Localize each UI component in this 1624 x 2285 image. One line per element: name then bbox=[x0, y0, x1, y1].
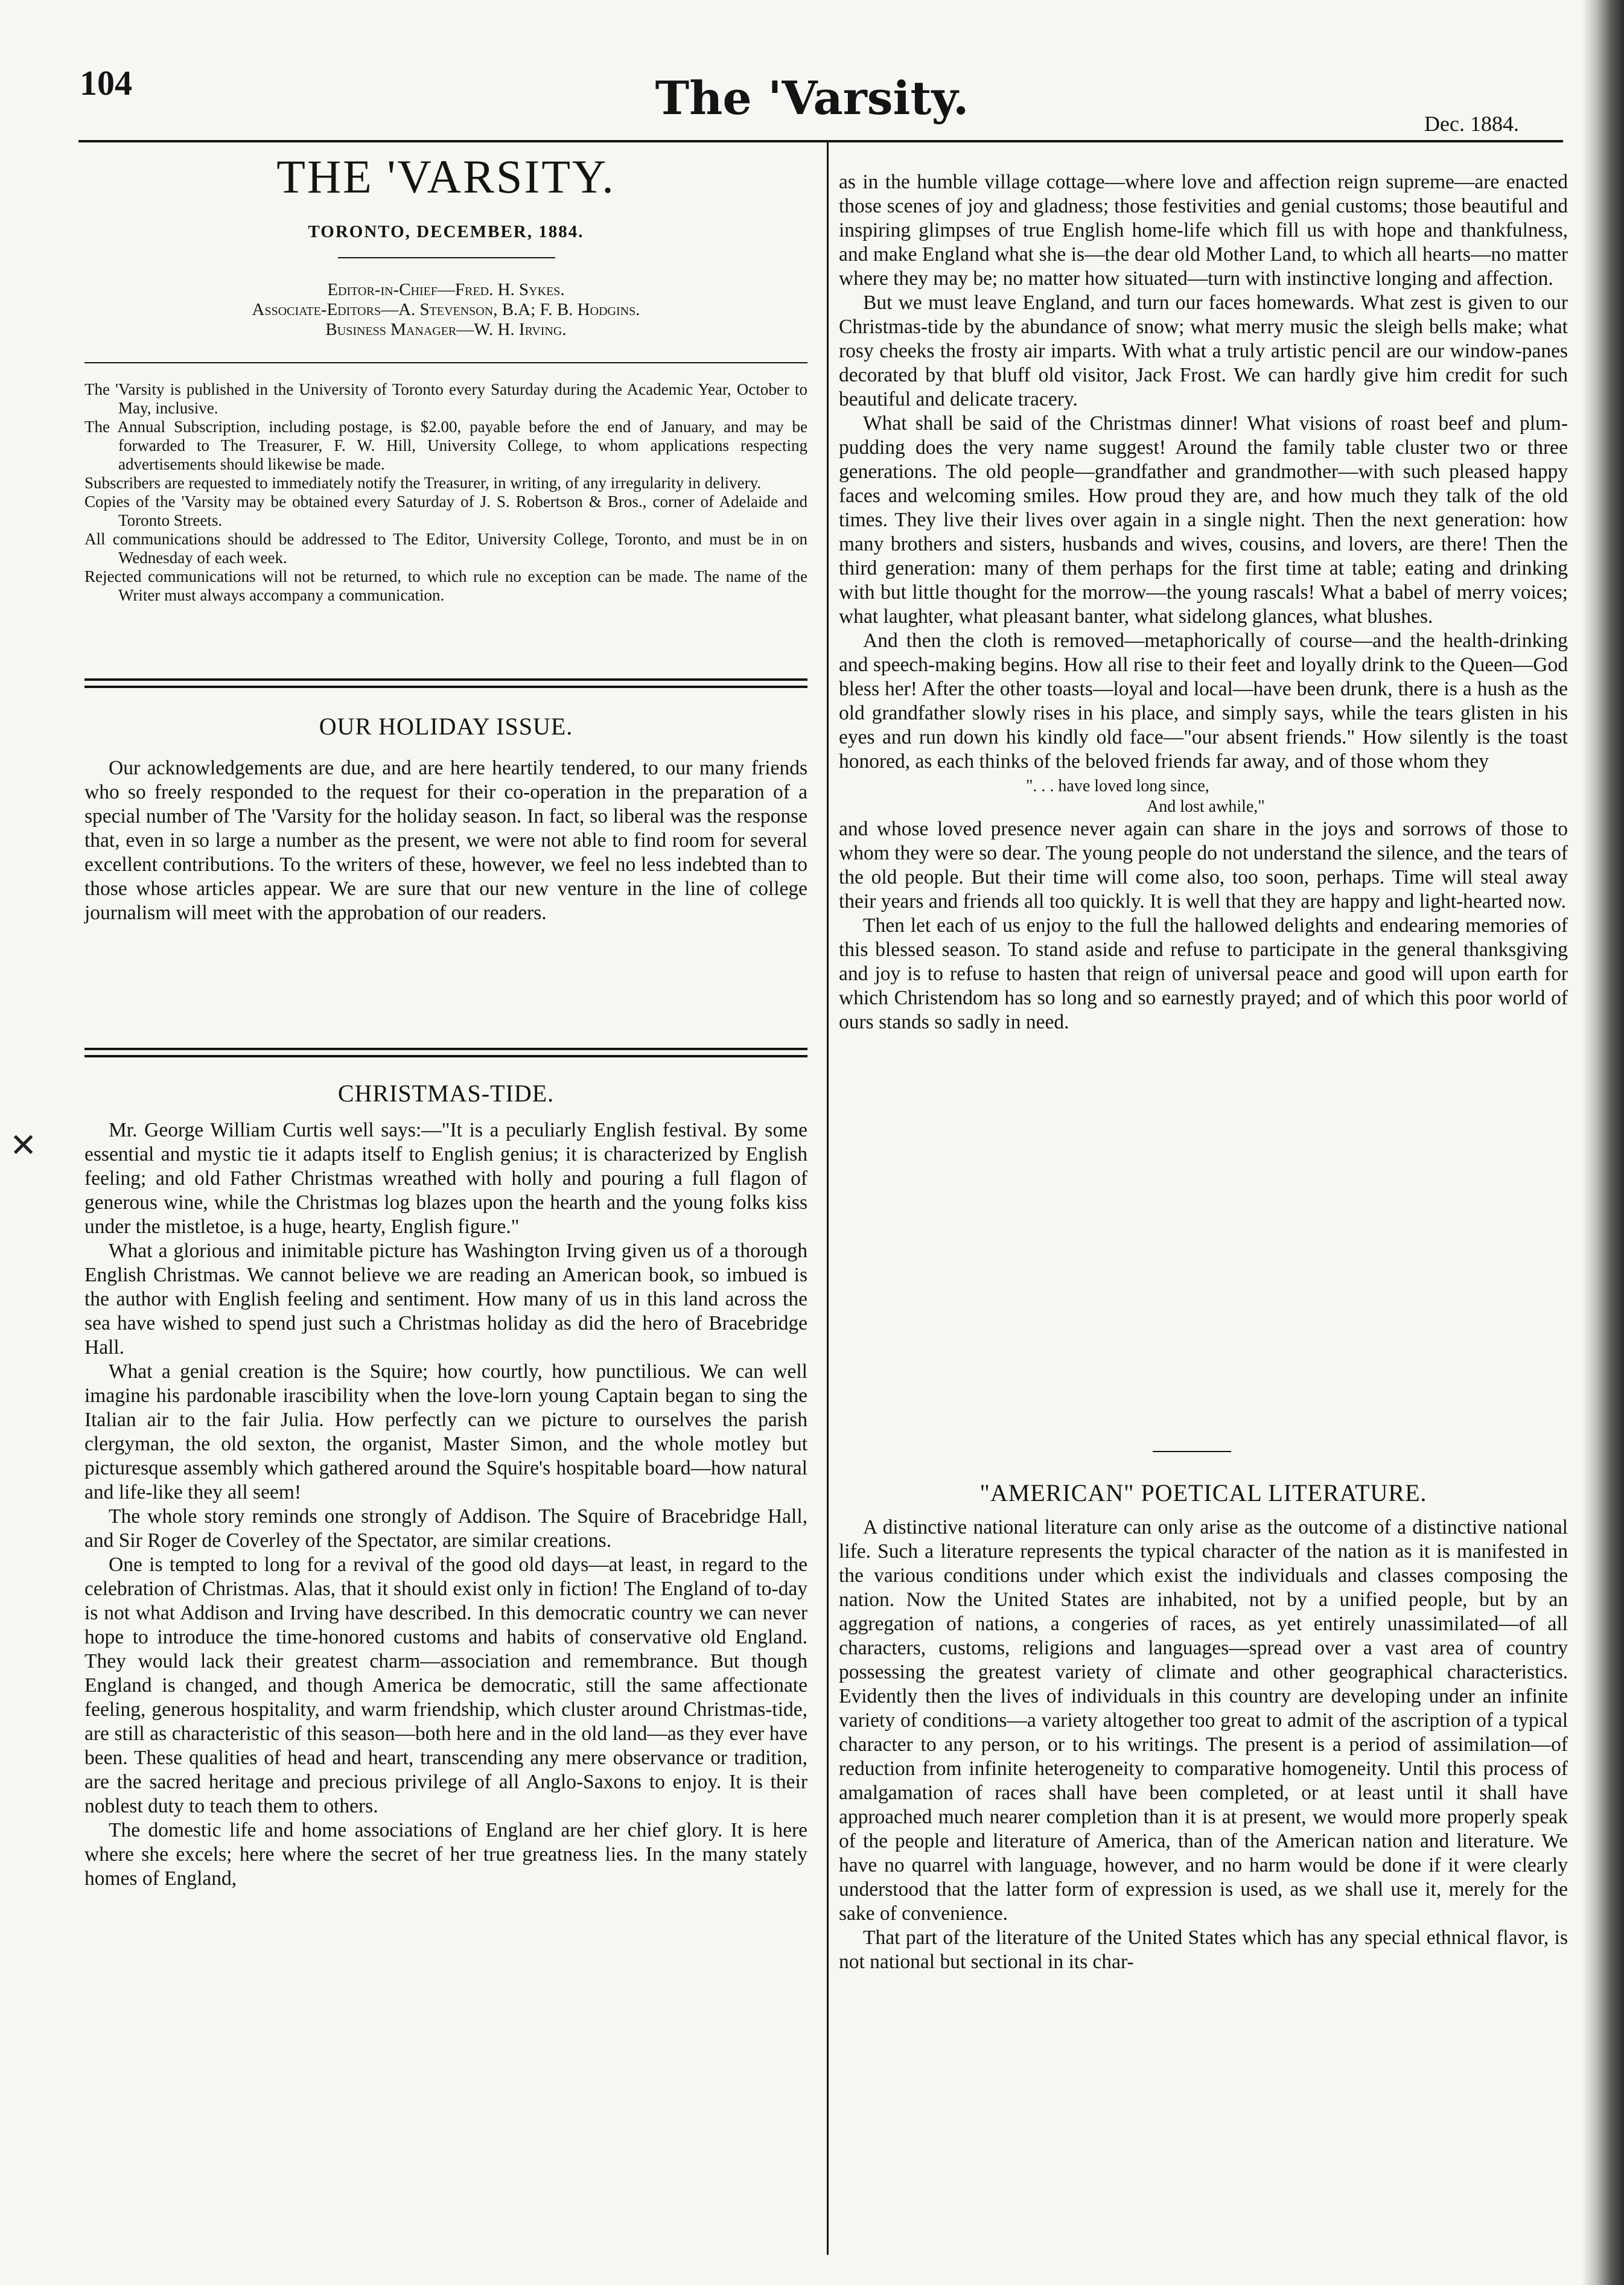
column-rule bbox=[827, 142, 829, 2255]
christmas-paragraph: Then let each of us enjoy to the full the hallowed delights and endearing memories of this blessed season. To stand aside and refuse to participate in the general thanksgiving and joy is to refuse to hasten that reign of universal peace and good will upon earth for which Christendom has so long and so earnestly prayed; and of which this poor world of ours stands so sadly in need. bbox=[839, 914, 1568, 1033]
christmas-title: CHRISTMAS-TIDE. bbox=[337, 1080, 555, 1107]
christmas-paragraph: What a genial creation is the Squire; how courtly, how punctilious. We can well imagine his pardonable irascibility when the love-lorn young Captain began to sing the Italian air to the fair Julia. How perfectly can we picture to ourselves the parish clergyman, the old sexton, the organist, Master Simon, and the whole motley but picturesque assembly which gathered around the Squire's hospitable board—how natural and life-like they all seem! bbox=[84, 1360, 807, 1503]
christmas-paragraph: and whose loved presence never again can share in the joys and sorrows of those to whom they were so dear. The young people do not understand the silence, and the tears of the old people. But their time will come also, too soon, perhaps. Time will steal away their years and friends all too quickly. It is well that they are happy and light-hearted now. bbox=[839, 818, 1568, 913]
christmas-paragraph: And then the cloth is removed—metaphorically of course—and the health-drinking and speech-making begins. How all rise to their feet and loyally drink to the Queen—God bless her! After the other toasts—loyal and local—have been drunk, there is a hush as the old grandfather slowly rises in his place, and simply says, while the tears glisten in his eyes and run down his kindly old face—"our absent friends." How silently is the toast honored, as each thinks of the beloved friends far away, and of those whom they bbox=[839, 629, 1568, 773]
notice-item: Subscribers are requested to immediately notify the Treasurer, in writing, of any irregularity in delivery. bbox=[84, 474, 762, 492]
holiday-title: OUR HOLIDAY ISSUE. bbox=[319, 713, 573, 740]
book-spine-shadow bbox=[1582, 0, 1624, 2285]
editors-block bbox=[84, 280, 807, 340]
holiday-paragraph: Our acknowledgements are due, and are here heartily tendered, to our many friends who so freely responded to the request for their co-operation in the preparation of a special number of The 'Varsity for the holiday season. In fact, so liberal was the response that, even in so large a number as the present, we were not able to find room for several excellent contributions. To the writers of these, however, we feel no less indebted than to those whose articles appear. We are sure that our new venture in the line of college journalism will meet with the approbation of our readers. bbox=[84, 757, 807, 924]
margin-x-mark: ✕ bbox=[10, 1126, 37, 1164]
editorial-title: THE 'VARSITY. bbox=[276, 150, 616, 203]
american-section bbox=[839, 1479, 1568, 1974]
page-number: 104 bbox=[80, 63, 132, 103]
holiday-section bbox=[84, 712, 807, 925]
notice-item: Rejected communications will not be returned, to which rule no exception can be made. The name of the Writer must always accompany a communication. bbox=[84, 567, 807, 604]
notice-item: The Annual Subscription, including postage, is $2.00, payable before the end of January, and may be forwarded to The Treasurer, F. W. Hill, University College, to whom applications respecting advertisements should likewise be made. bbox=[84, 418, 807, 473]
business-manager: Business Manager—W. H. Irving. bbox=[325, 320, 567, 339]
christmas-paragraph: The whole story reminds one strongly of Addison. The Squire of Bracebridge Hall, and Sir Roger de Coverley of the Spectator, are similar creations. bbox=[84, 1505, 807, 1552]
notice-item: Copies of the 'Varsity may be obtained every Saturday of J. S. Robertson & Bros., corner of Adelaide and Toronto Streets. bbox=[84, 492, 807, 529]
associate-editors: Associate-Editors—A. Stevenson, B.A; F. B. Hodgins. bbox=[252, 300, 640, 319]
christmas-paragraph: But we must leave England, and turn our faces homewards. What zest is given to our Christmas-tide by the abundance of snow; what merry music the sleigh bells make; what rosy cheeks the frosty air imparts. With what a truly artistic pencil are our window-panes decorated by that bluff old visitor, Jack Frost. We can hardly give him credit for such beautiful and delicate tracery. bbox=[839, 292, 1568, 410]
christmas-paragraph: Mr. George William Curtis well says:—"It is a peculiarly English festival. By some essential and mystic tie it adapts itself to English genius; it is characterized by English feeling; and old Father Christmas wreathed with holly and pouring a full flagon of generous wine, while the Christmas log blazes upon the hearth and the young folks kiss under the mistletoe, is a huge, hearty, English figure." bbox=[84, 1119, 807, 1238]
notices-block bbox=[84, 380, 807, 605]
verse-line: ". . . have loved long since, bbox=[1026, 777, 1209, 795]
editor-in-chief: Editor-in-Chief—Fred. H. Sykes. bbox=[327, 280, 565, 299]
american-paragraph: A distinctive national literature can only arise as the outcome of a distinctive national life. Such a literature represents the typical character of the nation as it is manifested in the various conditions under which exist the individuals and classes composing the nation. Now the United States are inhabited, not by a unified people, but by an aggregation of nations, a congeries of races, as yet entirely unassimilated—of all characters, customs, religions and languages—spread over a vast area of country possessing the greatest variety of climate and other geographical characteristics. Evidently then the lives of individuals in this country are developing under an infinite variety of conditions—a variety altogether too great to admit of the ascription of a typical character to any person, or to his writings. The present is a period of assimilation—of reduction from infinite heterogeneity to comparative homogeneity. Until this process of amalgamation of races shall have been completed, or at least until it shall have approached much nearer completion than it is at present, we would more properly speak of the people and literature of America, than of the American nation and literature. We have no quarrel with language, however, and no harm would be done if it were clearly understood that the latter form of expression is used, as we shall use it, merely for the sake of convenience. bbox=[839, 1516, 1568, 1925]
american-paragraph: That part of the literature of the United States which has any special ethnical flavor, is not national but sectional in its char- bbox=[839, 1926, 1568, 1973]
dateline: TORONTO, DECEMBER, 1884. bbox=[308, 222, 584, 241]
christmas-section-right bbox=[839, 170, 1568, 1034]
section-double-rule bbox=[84, 1048, 807, 1057]
verse-line: And lost awhile," bbox=[1147, 797, 1265, 816]
masthead: The 'Varsity. bbox=[655, 71, 969, 125]
christmas-paragraph: as in the humble village cottage—where love and affection reign supreme—are enacted those scenes of joy and gladness; those festivities and genial customs; those beautiful and inspiring glimpses of true English home-life which fill us with hope and thankfulness, and make England what she is—the dear old Mother Land, to which all hearts—no matter where they may be; no matter how situated—turn with instinctive longing and affection. bbox=[839, 171, 1568, 290]
issue-date: Dec. 1884. bbox=[1424, 112, 1519, 136]
editors-rule bbox=[84, 362, 807, 363]
notice-item: All communications should be addressed to The Editor, University College, Toronto, and must be in on Wednesday of each week. bbox=[84, 530, 807, 567]
american-title: "AMERICAN" POETICAL LITERATURE. bbox=[979, 1479, 1427, 1506]
christmas-paragraph: The domestic life and home associations of England are her chief glory. It is here where she excels; here where the secret of her true greatness lies. In the many stately homes of England, bbox=[84, 1819, 807, 1890]
christmas-section-left bbox=[84, 1079, 807, 1891]
christmas-paragraph: What shall be said of the Christmas dinner! What visions of roast beef and plum-pudding does the very name suggest! Around the family table cluster two or three generations. The old people—grandfather and grandmother—with such pleased happy faces and welcoming smiles. How proud they are, and how much they talk of the old times. They live their lives over again in a single night. Then the next generation: how many brothers and sisters, husbands and wives, cousins, and lovers, are there! Then the third generation: many of them perhaps for the first time at table; eating and drinking with but little thought for the morrow—the young rascals! What a babel of merry voices; what laughter, what pleasant banter, what sidelong glances, what blushes. bbox=[839, 412, 1568, 628]
short-divider bbox=[1153, 1451, 1231, 1452]
verse-quote bbox=[839, 776, 1568, 817]
header-rule bbox=[78, 140, 1563, 142]
section-double-rule bbox=[84, 678, 807, 688]
dateline-rule bbox=[338, 257, 555, 258]
christmas-paragraph: What a glorious and inimitable picture has Washington Irving given us of a thorough English Christmas. We cannot believe we are reading an American book, so imbued is the author with English feeling and sentiment. How many of us in this land across the sea have wished to spend just such a Christmas holiday as did the hero of Bracebridge Hall. bbox=[84, 1240, 807, 1359]
notice-item: The 'Varsity is published in the University of Toronto every Saturday during the Academic Year, October to May, inclusive. bbox=[84, 380, 807, 417]
christmas-paragraph: One is tempted to long for a revival of the good old days—at least, in regard to the celebration of Christmas. Alas, that it should exist only in fiction! The England of to-day is not what Addison and Irving have described. In this democratic country we can never hope to introduce the time-honored customs and habits of conservative old England. They would lack their greatest charm—association and remembrance. But though England is changed, and though America be democratic, still the same affectionate feeling, generous hospitality, and warm friendship, which cluster around Christmas-tide, are still as characteristic of this season—both here and in the old land—as they ever have been. These qualities of head and heart, transcending any mere observance or tradition, are the sacred heritage and precious privilege of all Anglo-Saxons to enjoy. It is their noblest duty to teach them to others. bbox=[84, 1554, 807, 1817]
